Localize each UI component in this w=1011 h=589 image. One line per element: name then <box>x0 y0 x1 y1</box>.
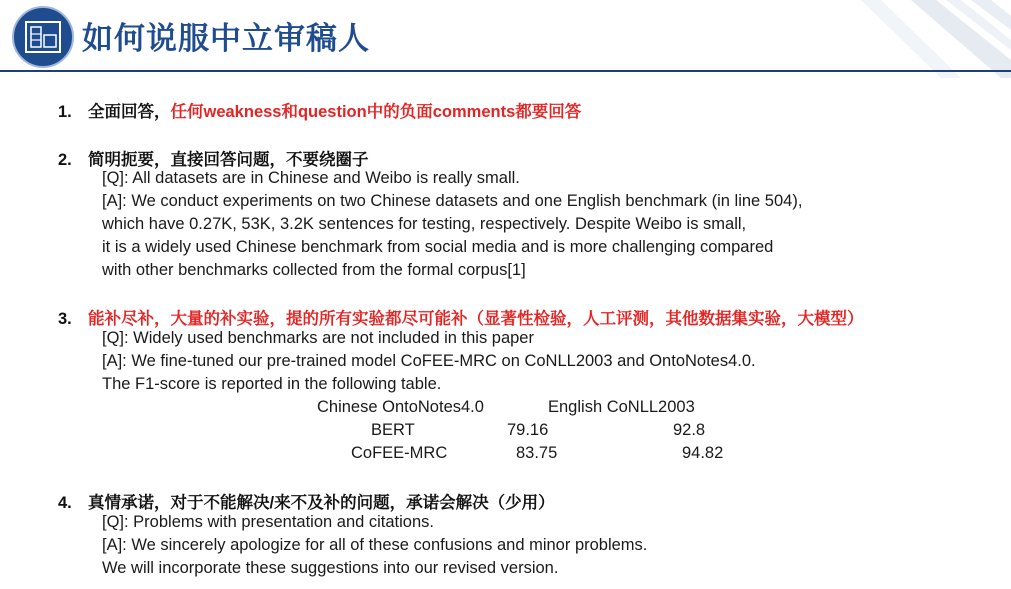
item-number: 4. <box>58 494 72 512</box>
item-heading-highlight: 能补尽补，大量的补实验，提的所有实验都尽可能补（显著性检验，人工评测，其他数据集实验，大模型） <box>88 310 864 328</box>
text-line: with other benchmarks collected from the formal corpus[1] <box>102 261 526 279</box>
item-number: 1. <box>58 103 72 121</box>
table-cell-ontonotes: 83.75 <box>516 444 558 462</box>
item-number: 2. <box>58 151 72 169</box>
text-line: The F1-score is reported in the following table. <box>102 375 442 393</box>
text-line: We will incorporate these suggestions into our revised version. <box>102 559 559 577</box>
logo-icon <box>12 6 74 68</box>
item-2 <box>58 146 369 170</box>
table-header-ontonotes: Chinese OntoNotes4.0 <box>317 398 484 416</box>
table-cell-conll: 94.82 <box>682 444 724 462</box>
table-cell-model: CoFEE-MRC <box>351 444 448 462</box>
table-cell-conll: 92.8 <box>673 421 706 439</box>
table-cell-ontonotes: 79.16 <box>507 421 549 439</box>
table-cell-model: BERT <box>371 421 415 439</box>
item-number: 3. <box>58 310 72 328</box>
item-heading: 简明扼要，直接回答问题，不要绕圈子 <box>88 151 369 169</box>
text-line: [Q]: Problems with presentation and citations. <box>102 513 434 531</box>
text-line: [A]: We conduct experiments on two Chinese datasets and one English benchmark (in line 504), <box>102 192 803 210</box>
text-line: it is a widely used Chinese benchmark from social media and is more challenging compared <box>102 238 774 256</box>
text-line: which have 0.27K, 53K, 3.2K sentences for testing, respectively. Despite Weibo is small, <box>102 215 747 233</box>
page-title: 如何说服中立审稿人 <box>82 21 370 56</box>
item-heading: 全面回答， <box>88 103 171 121</box>
text-line: [A]: We fine-tuned our pre-trained model CoFEE-MRC on CoNLL2003 and OntoNotes4.0. <box>102 352 756 370</box>
item-1 <box>58 98 581 122</box>
item-heading-highlight: 任何weakness和question中的负面comments都要回答 <box>170 103 582 121</box>
header-divider <box>0 70 1011 72</box>
text-line: [Q]: Widely used benchmarks are not included in this paper <box>102 329 534 347</box>
table-header-conll: English CoNLL2003 <box>548 398 695 416</box>
item-3 <box>58 305 864 329</box>
item-4 <box>58 489 555 513</box>
text-line: [Q]: All datasets are in Chinese and Weibo is really small. <box>102 169 520 187</box>
text-line: [A]: We sincerely apologize for all of these confusions and minor problems. <box>102 536 648 554</box>
item-heading: 真情承诺，对于不能解决/来不及补的问题，承诺会解决（少用） <box>88 494 555 512</box>
decorative-stripes <box>841 0 1011 78</box>
